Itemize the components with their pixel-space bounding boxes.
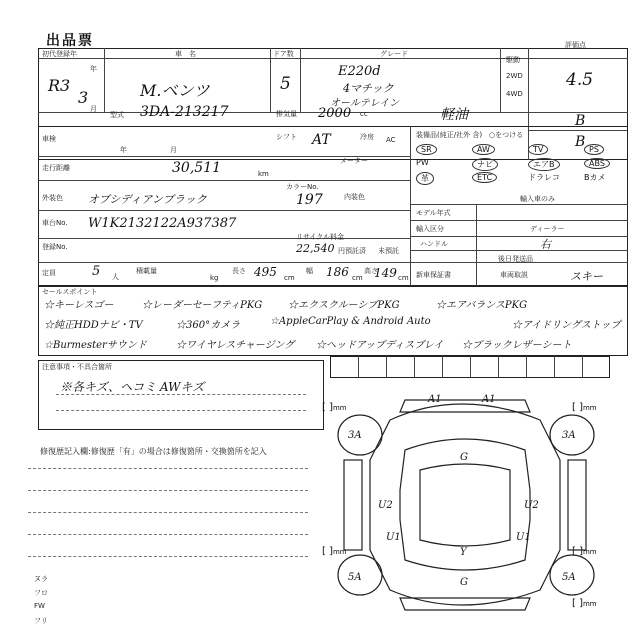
model-label: 型式 — [110, 111, 124, 119]
displacement-unit: cc — [360, 110, 368, 118]
month-unit: 月 — [90, 105, 97, 113]
fuel-value: 軽油 — [440, 107, 468, 123]
sales-point: ☆アイドリングストップ — [512, 320, 621, 331]
recycle-status: 円預託済 — [338, 247, 366, 255]
equipment-option: 革 — [416, 172, 434, 185]
sales-point: ☆レーダーセーフティPKG — [142, 300, 263, 311]
width-value: 186 — [326, 265, 349, 279]
diagram-mark: A1 — [428, 394, 442, 405]
equipment-option: PS — [584, 144, 604, 155]
shift-label: シフト — [276, 133, 297, 141]
equipment-option: AW — [472, 144, 495, 155]
equipment-option: ABS — [584, 158, 610, 169]
diagram-mark: G — [460, 577, 468, 588]
ac-label: AC — [386, 136, 396, 144]
color-no-value: 197 — [296, 192, 323, 208]
capacity-unit: 人 — [112, 273, 119, 281]
mm-label: [ ]mm — [572, 546, 597, 557]
equipment-option: SR — [416, 144, 437, 155]
fixed-label: 修復歴記入欄:修復歴「有」の場合は修復箇所・交換箇所を記入 — [40, 447, 267, 456]
page-title: 出品票 — [46, 33, 94, 49]
shift-value: AT — [312, 132, 331, 148]
load-label: 積載量 — [136, 267, 157, 275]
diagram-mark: U1 — [516, 532, 531, 543]
chassis-value: W1K2132122A937387 — [88, 216, 237, 231]
doors-value: 5 — [280, 74, 291, 94]
length-unit: cm — [284, 274, 295, 282]
diagram-mark: Y — [460, 547, 467, 558]
year-value: R3 — [48, 76, 71, 95]
not-deposited: 未預託 — [378, 247, 399, 255]
color-no-label: カラーNo. — [286, 183, 319, 191]
length-value: 495 — [254, 265, 277, 279]
grade-line2: 4マチック — [343, 82, 394, 95]
width-unit: cm — [352, 274, 363, 282]
mm-label: [ ]mm — [572, 598, 597, 609]
displacement-label: 排気量 — [276, 110, 297, 118]
grade-label: グレード — [380, 50, 408, 58]
drive-label: 駆動 — [506, 56, 520, 64]
notes-label: 注意事項・不具合箇所 — [42, 363, 112, 371]
registration-label: 登録No. — [42, 243, 68, 251]
sales-points-label: セールスポイント — [42, 288, 98, 296]
drive-4wd: 4WD — [506, 90, 523, 98]
sales-point: ☆エクスクルーシブPKG — [288, 300, 400, 311]
height-unit: cm — [398, 274, 409, 282]
capacity-label: 定員 — [42, 269, 56, 277]
diagram-mark: 3A — [348, 430, 362, 441]
exterior-score: B — [575, 134, 586, 150]
first-reg-label: 初代登録年 — [42, 50, 77, 58]
model-value: 3DA-213217 — [140, 104, 229, 120]
capacity-value: 5 — [92, 264, 101, 279]
recycle-amount: 22,540 — [296, 242, 335, 255]
drive-2wd: 2WD — [506, 72, 523, 80]
import-category-value: ディーラー — [530, 225, 565, 233]
inspection-month-unit: 月 — [170, 146, 177, 154]
equipment-option: Bカメ — [584, 173, 606, 182]
mileage-label: 走行距離 — [42, 164, 70, 172]
month-value: 3 — [78, 88, 89, 107]
car-name-label: 車 名 — [175, 50, 196, 58]
meter-label: メーター — [340, 157, 368, 165]
grade-line3: オールテレイン — [330, 98, 400, 109]
sales-point: ☆ブラックレザーシート — [462, 340, 572, 351]
footer-label: FW — [34, 602, 45, 610]
interior-color-label: 内装色 — [344, 193, 365, 201]
height-label: 高さ — [364, 267, 378, 275]
footer-label: フロ — [34, 589, 48, 597]
sales-point: ☆Burmesterサウンド — [44, 340, 147, 351]
diagram-mark: 3A — [562, 430, 576, 441]
diagram-mark: 5A — [562, 572, 576, 583]
length-label: 長さ — [232, 267, 246, 275]
equipment-label: 装備品(純正/社外 含) ○をつける — [416, 131, 524, 139]
exterior-color-label: 外装色 — [42, 194, 63, 202]
mm-label: [ ]mm — [322, 402, 347, 413]
equipment-option: ナビ — [472, 158, 498, 171]
manual-label: 車両取説 — [500, 271, 528, 279]
exterior-color-value: オブシディアンブラック — [88, 193, 207, 206]
equipment-option: PW — [416, 158, 429, 167]
displacement-value: 2000 — [318, 106, 352, 121]
handle-value: 右 — [540, 238, 551, 251]
diagram-mark: 5A — [348, 572, 362, 583]
footer-label: フリ — [34, 617, 48, 625]
diagram-mark: U2 — [524, 500, 539, 511]
mileage-unit: km — [258, 170, 269, 178]
sales-point: ☆キーレスゴー — [44, 300, 114, 311]
spare-key: スキー — [570, 270, 603, 283]
diagram-mark: G — [460, 452, 468, 463]
warranty-label: 新車保証書 — [416, 271, 451, 279]
chassis-label: 車台No. — [42, 219, 68, 227]
equipment-option: TV — [528, 144, 548, 155]
height-value: 149 — [374, 266, 397, 280]
width-label: 幅 — [306, 267, 313, 275]
sales-point: ☆ワイヤレスチャージング — [176, 340, 295, 351]
footer-label: ヌラ — [34, 575, 48, 583]
rear-info-label: 後日発送品 — [498, 255, 533, 263]
score-value: 4.5 — [566, 70, 594, 90]
mm-label: [ ]mm — [322, 546, 347, 557]
sales-point: ☆ヘッドアップディスプレイ — [316, 340, 444, 351]
load-unit: kg — [210, 274, 219, 282]
import-category-label: 輸入区分 — [416, 225, 444, 233]
doors-label: ドア数 — [273, 50, 294, 58]
cooler-label: 冷房 — [360, 133, 374, 141]
equipment-option: ETC — [472, 172, 497, 183]
diagram-mark: U1 — [386, 532, 401, 543]
diagram-mark: A1 — [482, 394, 496, 405]
interior-score: B — [575, 113, 586, 129]
sales-point: ☆360°カメラ — [176, 320, 241, 331]
sales-point: ☆AppleCarPlay & Android Auto — [270, 316, 431, 327]
equipment-options — [414, 140, 624, 188]
import-label: 輸入車のみ — [520, 195, 555, 203]
recycle-label: リサイクル料金 — [296, 233, 345, 241]
handle-label: ハンドル — [420, 240, 448, 248]
mm-label: [ ]mm — [572, 402, 597, 413]
score-label: 評価点 — [565, 41, 586, 49]
notes-text: ※各キズ、ヘコミ AWキズ — [60, 380, 205, 394]
equipment-option: エアB — [528, 158, 560, 171]
car-name-value: M.ベンツ — [140, 81, 210, 100]
year-unit: 年 — [90, 65, 97, 73]
diagram-mark: U2 — [378, 500, 393, 511]
equipment-option: ドラレコ — [528, 173, 560, 182]
model-year-label: モデル年式 — [416, 209, 451, 217]
mileage-value: 30,511 — [172, 160, 221, 176]
grade-line1: E220d — [338, 64, 381, 79]
sales-point: ☆エアバランスPKG — [436, 300, 528, 311]
inspection-year-unit: 年 — [120, 146, 127, 154]
inspection-label: 車検 — [42, 135, 56, 143]
sales-point: ☆純正HDDナビ・TV — [44, 320, 143, 331]
car-diagram — [310, 380, 630, 630]
